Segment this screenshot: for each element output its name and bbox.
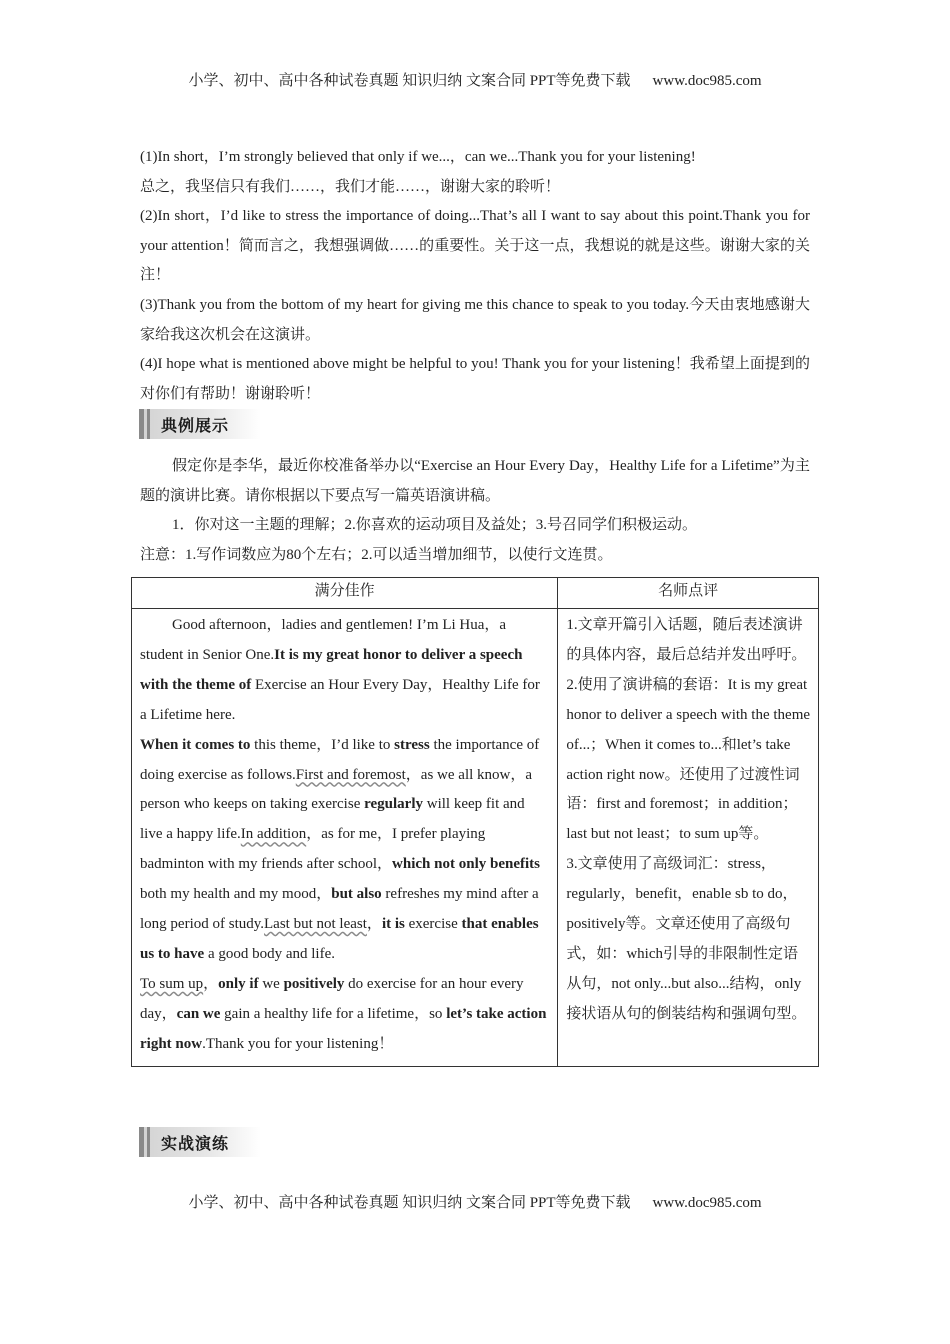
header-text: 小学、初中、高中各种试卷真题 知识归纳 文案合同 PPT等免费下载: [188, 73, 631, 89]
column-header-essay: 满分佳作: [132, 578, 558, 609]
intro-line: 总之，我坚信只有我们……，我们才能……，谢谢大家的聆听！: [140, 178, 561, 195]
transition-phrase: To sum up: [140, 975, 204, 992]
section-title-text: 实战演练: [161, 1134, 230, 1153]
task-prompt: 假定你是李华，最近你校准备举办以“Exercise an Hour Every Day，Healthy Life for a Lifetime”为主题的演讲比赛。请你根据以下要点写一篇英语演讲稿。: [140, 458, 810, 504]
title-bar-decoration: [139, 1127, 144, 1157]
task-note: 注意：1.写作词数应为80个左右；2.可以适当增加细节，以使行文连贯。: [140, 546, 613, 563]
speech-phrase: When it comes to: [140, 736, 251, 753]
footer-url[interactable]: www.doc985.com: [652, 1195, 762, 1211]
page-header: [0, 69, 950, 90]
page-footer: [0, 1191, 950, 1212]
essay-paragraph-3: To sum up，only if we positively do exercise for an hour every day，can we gain a healthy life for a lifetime，so let’s take action right now.Thank you for your listening！: [140, 975, 547, 1052]
title-bar-decoration: [139, 409, 144, 439]
section-title-examples: [139, 409, 261, 439]
intro-line: (2)In short，I’d like to stress the importance of doing...That’s all I want to say about this point.Thank you for your attention！简而言之，我想强调做……的重要性。关于这一点，我想说的就是这些。谢谢大家的关注！: [140, 208, 811, 284]
section-title-practice: [139, 1127, 261, 1157]
intro-line: (3)Thank you from the bottom of my heart for giving me this chance to speak to you today.今天由衷地感谢大家给我这次机会在这演讲。: [140, 296, 810, 343]
intro-phrases: [140, 143, 810, 409]
header-url[interactable]: www.doc985.com: [652, 73, 762, 89]
table-header-row: [132, 578, 819, 609]
table-row: [132, 609, 819, 1067]
task-points: 1．你对这一主题的理解；2.你喜欢的运动项目及益处；3.号召同学们积极运动。: [172, 517, 698, 534]
teacher-comments-cell: [558, 609, 819, 1067]
section-title-text: 典例展示: [161, 416, 230, 435]
transition-phrase: First and foremost: [295, 766, 406, 783]
essay-paragraph-1: Good afternoon，ladies and gentlemen! I’m Li Hua，a student in Senior One.It is my great honor to deliver a speech with the theme of Exercise an Hour Every Day，Healthy Life for a Lifetime here.: [140, 617, 540, 723]
title-bar-decoration: [147, 409, 150, 439]
model-essay-cell: [132, 609, 558, 1067]
writing-task: [140, 452, 810, 570]
transition-phrase: Last but not least: [264, 916, 367, 933]
comment-item: 1.文章开篇引入话题，随后表述演讲的具体内容，最后总结并发出呼吁。: [566, 617, 807, 663]
column-header-comments: 名师点评: [558, 578, 819, 609]
transition-phrase: In addition: [240, 826, 307, 843]
comment-item: 3.文章使用了高级词汇：stress，regularly，benefit，enable sb to do，positively等。文章还使用了高级句式，如：which引导的非限制性定语从句，not only...but also...结构，only接状语从句的倒装结构和强调句型。: [566, 856, 807, 1022]
essay-paragraph-2: When it comes to this theme，I’d like to stress the importance of doing exercise as follows.First and foremost，as we all know，a person who keeps on taking exercise regularly will keep fit and live a happy life.In addition，as for me，I prefer playing badminton with my friends after school，which not only benefits both my health and my mood，but also refreshes my mind after a long period of study.Last but not least，it is exercise that enables us to have a good body and life.: [140, 736, 540, 962]
intro-line: (4)I hope what is mentioned above might be helpful to you! Thank you for your listening！我希望上面提到的对你们有帮助！谢谢聆听！: [140, 356, 810, 402]
essay-table: [131, 577, 819, 1067]
speech-phrase: It is my great honor to deliver a speech with the theme of: [140, 646, 523, 693]
intro-line: (1)In short，I’m strongly believed that only if we...，can we...Thank you for your listening!: [140, 149, 696, 165]
footer-text: 小学、初中、高中各种试卷真题 知识归纳 文案合同 PPT等免费下载: [188, 1195, 631, 1211]
title-bar-decoration: [147, 1127, 150, 1157]
comment-item: 2.使用了演讲稿的套语：It is my great honor to deliver a speech with the theme of...；When it comes to...和let’s take action right now。还使用了过渡性词语：first and foremost；in addition；last but not least；to sum up等。: [566, 676, 811, 843]
